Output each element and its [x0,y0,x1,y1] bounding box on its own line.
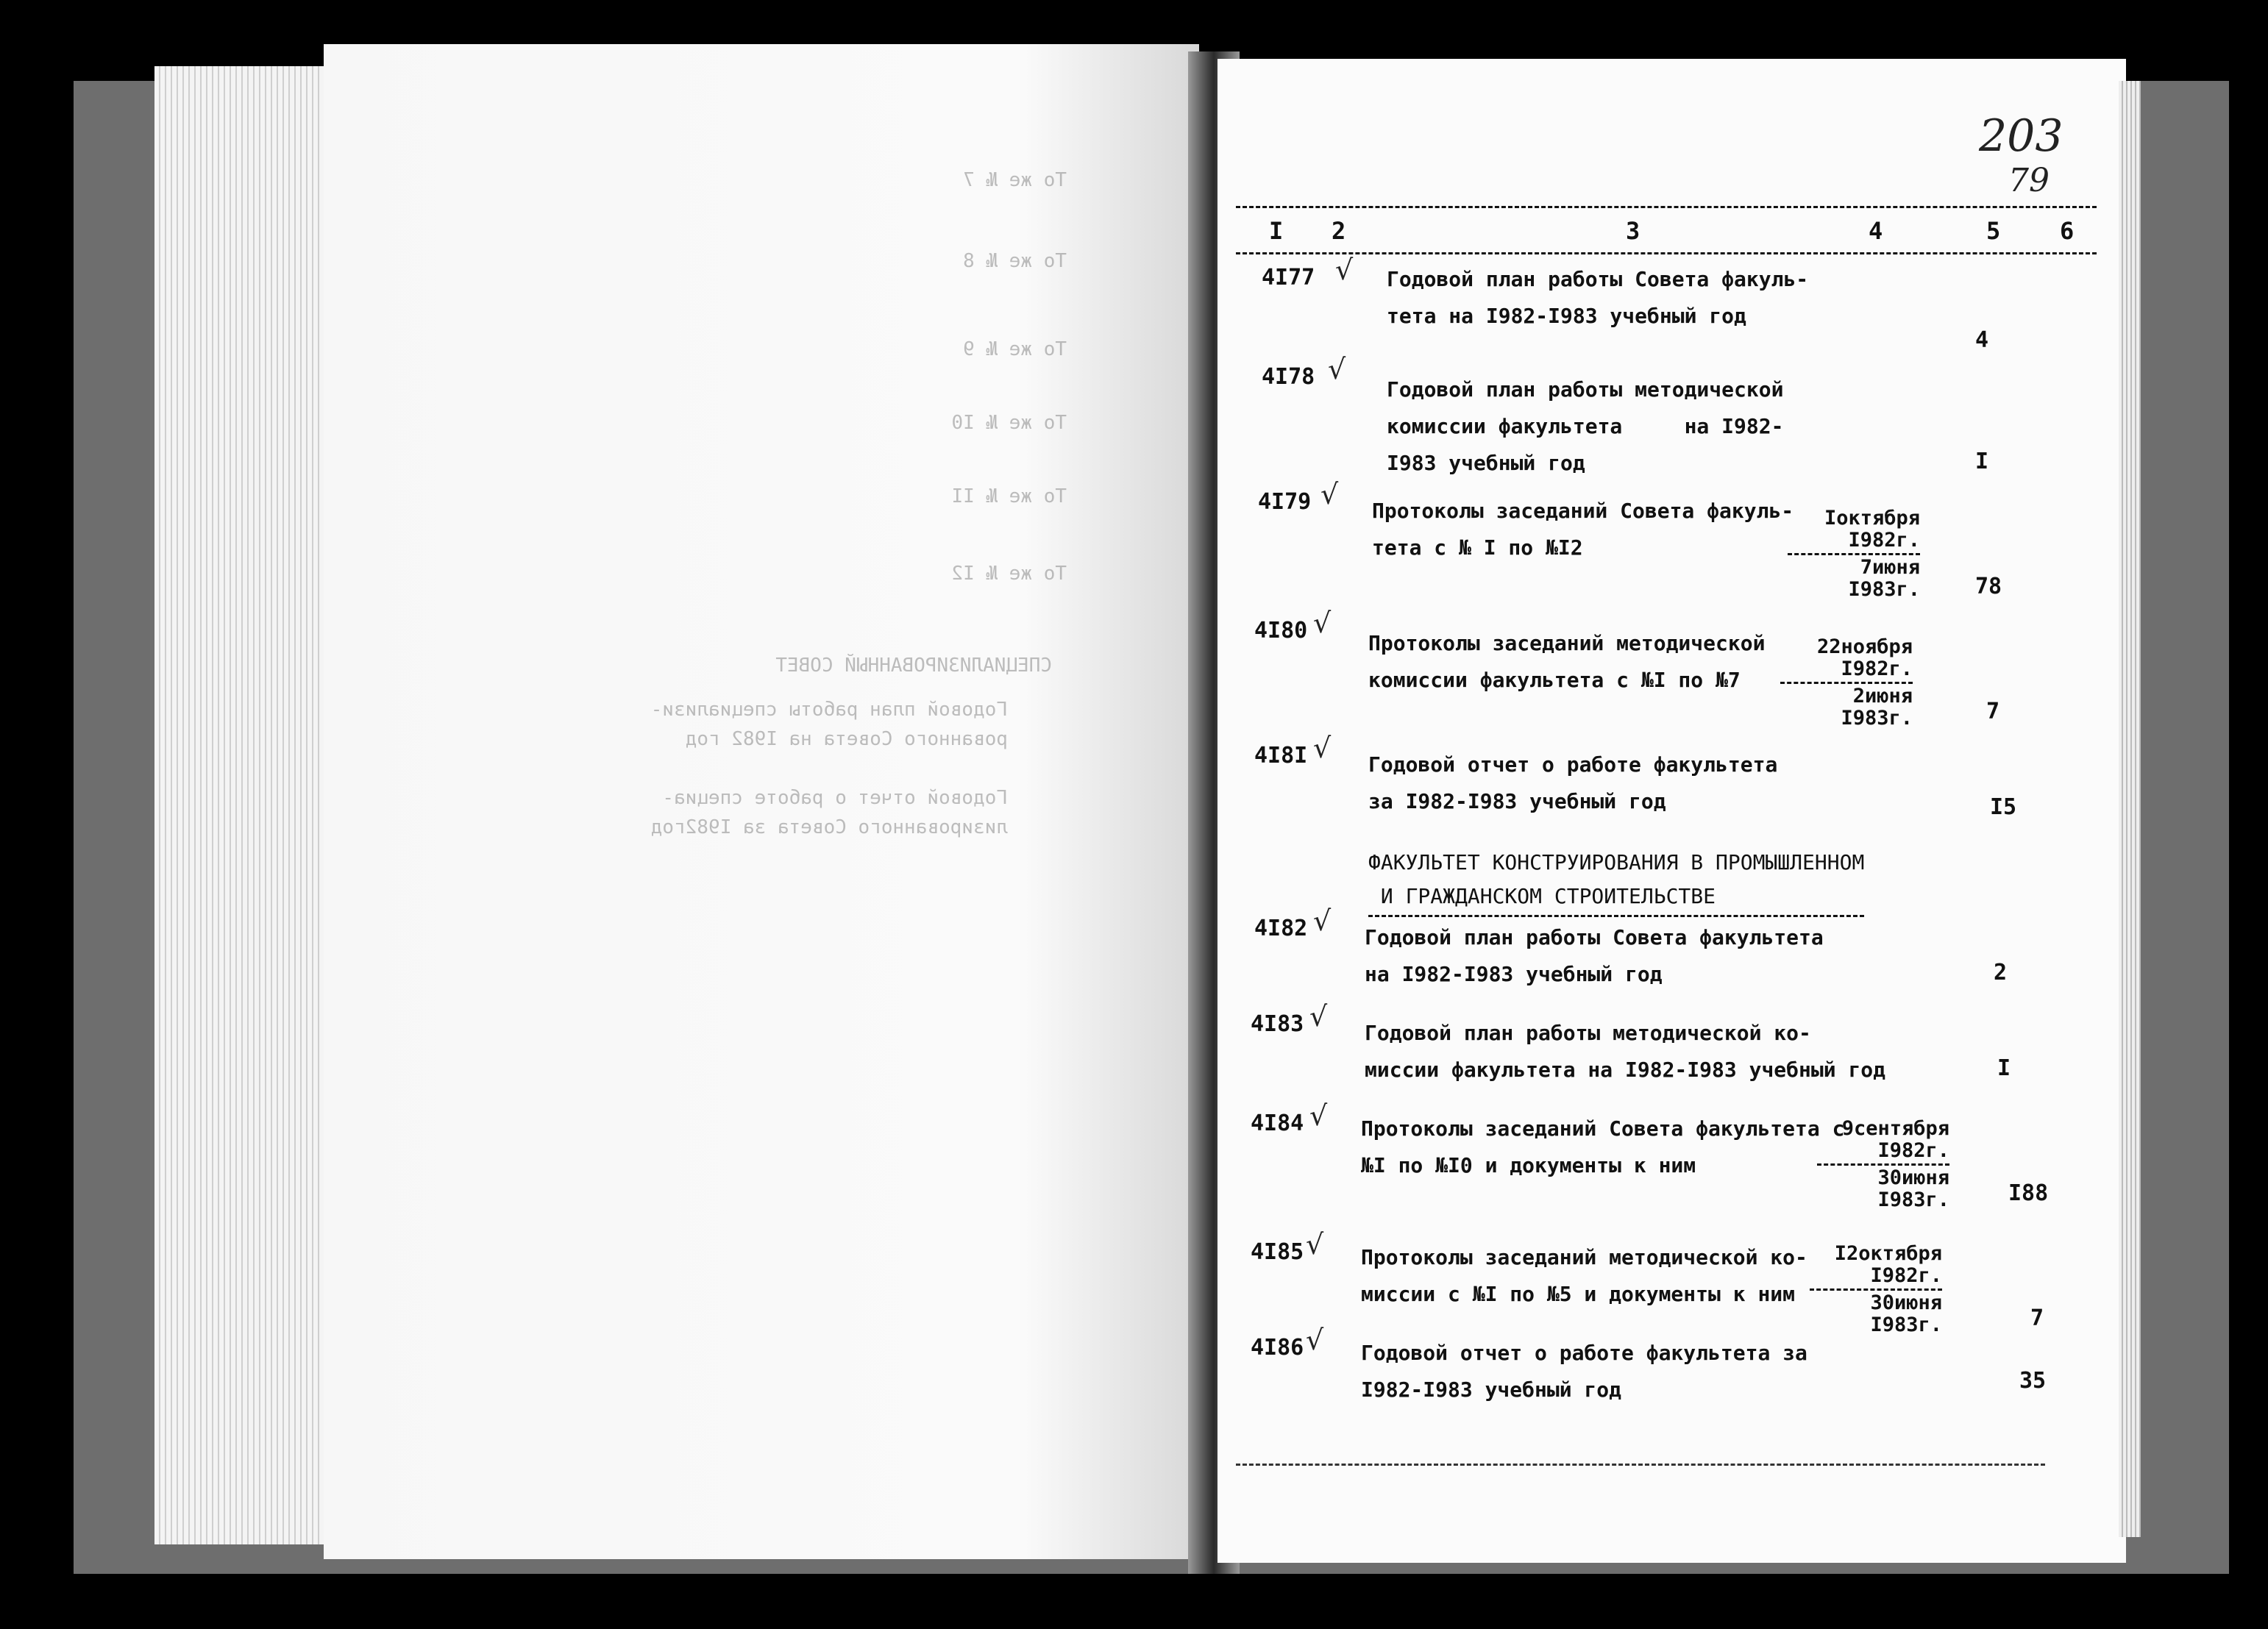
entry-number: 4I86 [1251,1335,1304,1361]
ghost-line: То же № I2 [951,563,1067,585]
entry-dates [1788,507,1920,601]
entry-sheets: 4 [1975,327,1989,353]
folio-number-secondary: 79 [2008,162,2050,199]
folio-number: 203 [1979,110,2063,162]
ghost-line: СПЕЦИАЛИЗИРОВАННЫЙ СОВЕТ [775,655,1052,677]
entry-dates [1780,636,1913,730]
date-from: I2октября I982г. [1834,1242,1942,1287]
date-divider [1780,682,1913,684]
date-from: Iоктября I982г. [1824,507,1920,552]
entry-number: 4I84 [1251,1111,1304,1136]
entry-number: 4I79 [1258,489,1312,515]
date-to: 30июня I983г. [1870,1291,1942,1336]
checkmark-icon: √ [1306,1228,1324,1261]
date-to: 2июня I983г. [1841,685,1913,730]
ghost-line: То же № II [951,485,1067,507]
ghost-line: То же № 7 [963,169,1067,191]
section-title: ФАКУЛЬТЕТ КОНСТРУИРОВАНИЯ В ПРОМЫШЛЕННОМ И ГРАЖДАНСКОМ СТРОИТЕЛЬСТВЕ [1368,846,1864,917]
entry-description: Годовой план работы методической ко- миссии факультета на I982-I983 учебный год [1365,1021,1886,1082]
entry-description: Протоколы заседаний Совета факуль- тета с № I по №I2 [1372,499,1794,560]
checkmark-icon: √ [1309,1099,1328,1132]
entry-sheets: I [1997,1055,2011,1081]
ghost-line: Годовой отчет о работе специа- [662,787,1008,809]
header-col-3: 3 [1626,217,1640,245]
entry-sheets: 2 [1994,960,2008,985]
entry-dates [1810,1243,1942,1336]
date-to: 30июня I983г. [1877,1166,1949,1211]
checkmark-icon: √ [1328,353,1346,385]
checkmark-icon: √ [1309,1000,1328,1033]
date-from: 9сентября I982г. [1841,1117,1949,1162]
entry-description: Годовой план работы Совета факуль- тета на I982-I983 учебный год [1387,267,1809,328]
entry-number: 4I78 [1262,364,1315,390]
entry-number: 4I85 [1251,1239,1304,1265]
ghost-line: То же № I0 [951,412,1067,434]
entry-number: 4I82 [1254,916,1308,941]
ghost-line: Годовой план работы специализи- [650,699,1008,721]
page-edges-right [2119,81,2141,1537]
header-col-1: I [1269,217,1284,245]
page-stack-left [154,66,338,1544]
date-to: 7июня I983г. [1848,556,1920,601]
header-col-2: 2 [1332,217,1346,245]
left-page-bleedthrough [324,44,1199,1559]
entry-sheets: 7 [2030,1305,2044,1331]
entry-number: 4I83 [1251,1011,1304,1037]
entry-description: Годовой отчет о работе факультета за I982-I983 учебный год [1361,1341,1807,1402]
checkmark-icon: √ [1313,905,1332,937]
entry-sheets: 35 [2019,1368,2047,1394]
page-bottom-rule [1236,1464,2045,1466]
entry-description: Протоколы заседаний Совета факультета с №I по №I0 и документы к ним [1361,1116,1845,1177]
entry-sheets: I88 [2008,1180,2049,1206]
table-header [1236,206,2097,254]
header-col-6: 6 [2060,217,2075,245]
entry-sheets: I5 [1990,794,2017,820]
left-page [324,44,1199,1559]
entry-description: Годовой план работы методической комиссии факультета на I982- I983 учебный год [1387,377,1784,475]
ghost-line: лизированного Совета за I982год [650,816,1008,838]
entry-number: 4I80 [1254,618,1308,644]
date-divider [1817,1163,1949,1166]
entry-dates [1817,1118,1949,1211]
entry-sheets: I [1975,449,1989,474]
entry-description: Годовой отчет о работе факультета за I982-I983 учебный год [1368,752,1778,813]
checkmark-icon: √ [1335,254,1354,286]
checkmark-icon: √ [1313,607,1332,639]
entry-number: 4I8I [1254,743,1308,769]
checkmark-icon: √ [1306,1324,1324,1356]
date-divider [1788,553,1920,555]
checkmark-icon: √ [1320,478,1339,510]
date-from: 22ноября I982г. [1816,635,1913,680]
checkmark-icon: √ [1313,732,1332,764]
ghost-line: То же № 8 [963,250,1067,272]
entry-sheets: 7 [1986,699,2000,724]
header-col-4: 4 [1869,217,1883,245]
header-col-5: 5 [1986,217,2001,245]
ghost-line: рованного Совета на I982 год [685,728,1008,750]
entry-sheets: 78 [1975,574,2002,599]
date-divider [1810,1288,1942,1291]
entry-number: 4I77 [1262,265,1315,290]
entry-description: Годовой план работы Совета факультета на I982-I983 учебный год [1365,925,1824,986]
ghost-line: То же № 9 [963,338,1067,360]
entry-description: Протоколы заседаний методической ко- миссии с №I по №5 и документы к ним [1361,1245,1807,1306]
entry-description: Протоколы заседаний методической комиссии факультета с №I по №7 [1368,631,1766,692]
